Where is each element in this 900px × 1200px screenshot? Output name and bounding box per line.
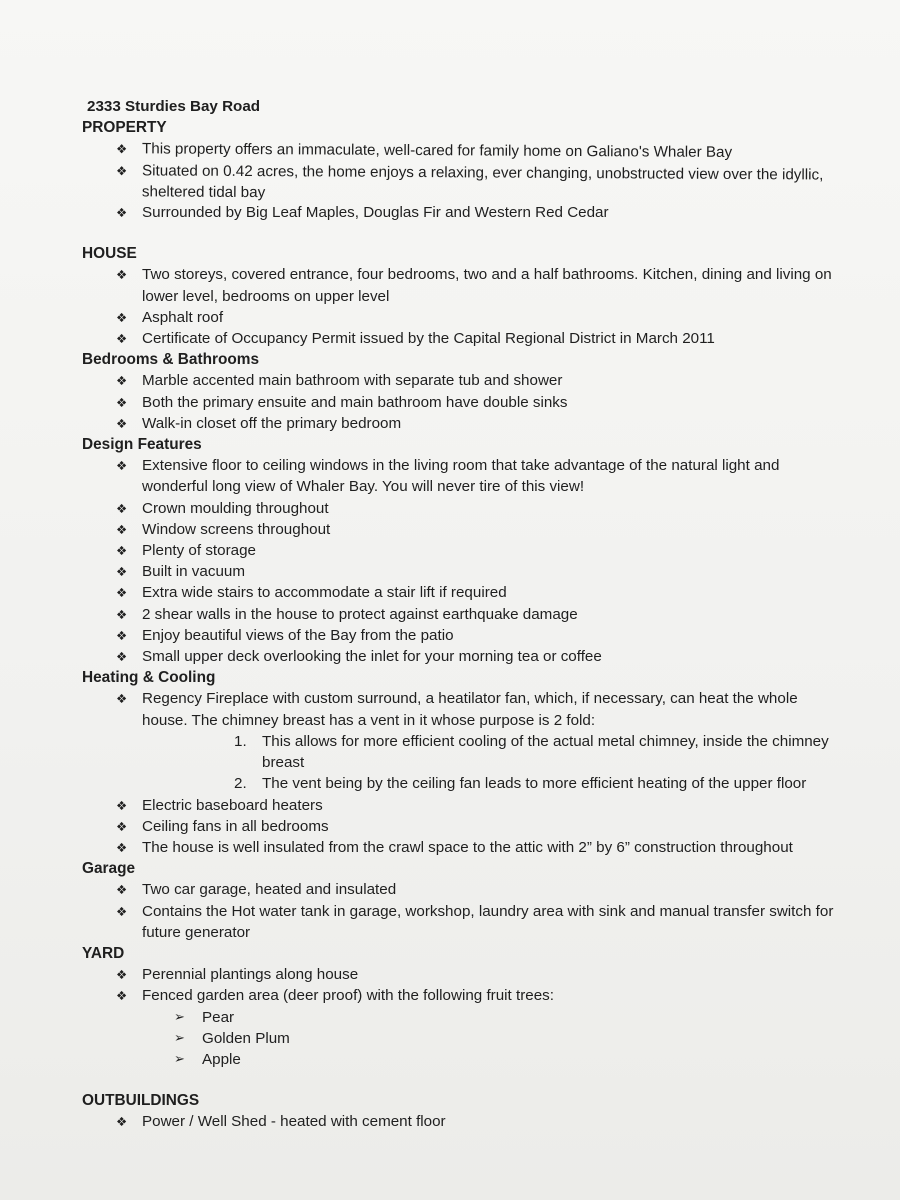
section-heading-garage: Garage (82, 860, 136, 878)
property-list (82, 138, 842, 223)
list-item: ❖ The house is well insulated from the crawl space to the attic with 2” by 6” construction throughout (82, 837, 842, 858)
list-item: ❖ Electric baseboard heaters (82, 795, 842, 816)
list-item: ❖ This property offers an immaculate, well-cared for family home on Galiano's Whaler Bay (82, 138, 842, 164)
item-number: 2. (234, 775, 247, 793)
fruit-tree-item: ➢ Apple (82, 1049, 842, 1070)
list-item: ❖ Surrounded by Big Leaf Maples, Douglas Fir and Western Red Cedar (82, 202, 842, 223)
list-item: ❖ Crown moulding throughout (82, 498, 842, 519)
property-address: 2333 Sturdies Bay Road (87, 98, 261, 115)
document-body (82, 96, 842, 1133)
list-item: ❖ Extra wide stairs to accommodate a stair lift if required (82, 582, 842, 603)
list-item: ❖ 2 shear walls in the house to protect against earthquake damage (82, 604, 842, 625)
heating-list (82, 688, 842, 730)
spacer (82, 223, 842, 243)
fruit-tree-item: ➢ Golden Plum (82, 1028, 842, 1049)
section-heading-property: PROPERTY (82, 119, 167, 137)
garage-list (82, 879, 842, 943)
section-heading-bedrooms: Bedrooms & Bathrooms (82, 351, 260, 369)
list-item: ❖ Certificate of Occupancy Permit issued by the Capital Regional District in March 2011 (82, 328, 842, 349)
list-item: ❖ Marble accented main bathroom with separate tub and shower (82, 370, 842, 391)
list-item: ❖ Regency Fireplace with custom surround, a heatilator fan, which, if necessary, can heat the whole house. The chimney breast has a vent in it whose purpose is 2 fold: (82, 688, 842, 730)
yard-list (82, 964, 842, 1006)
list-item: ❖ Extensive floor to ceiling windows in the living room that take advantage of the natural light and wonderful long view of Whaler Bay. You will never tire of this view! (82, 455, 842, 497)
list-item: ❖ Situated on 0.42 acres, the home enjoys a relaxing, ever changing, unobstructed view over the idyllic, sheltered tidal bay (82, 160, 842, 207)
item-number: 1. (234, 732, 247, 750)
list-item: ❖ Enjoy beautiful views of the Bay from the patio (82, 625, 842, 646)
outbuildings-list (82, 1111, 842, 1132)
numbered-item (82, 773, 842, 794)
section-heading-heating: Heating & Cooling (82, 669, 216, 687)
item-text: The vent being by the ceiling fan leads to more efficient heating of the upper floor (262, 775, 807, 793)
list-item: ❖ Small upper deck overlooking the inlet for your morning tea or coffee (82, 646, 842, 667)
list-item: ❖ Contains the Hot water tank in garage, workshop, laundry area with sink and manual transfer switch for future generator (82, 901, 842, 943)
heating-list-continued (82, 795, 842, 859)
fruit-tree-list (82, 1007, 842, 1071)
list-item: ❖ Both the primary ensuite and main bathroom have double sinks (82, 392, 842, 413)
item-text: This allows for more efficient cooling of the actual metal chimney, inside the chimney breast (262, 732, 829, 772)
list-item: ❖ Walk-in closet off the primary bedroom (82, 413, 842, 434)
list-item: ❖ Two car garage, heated and insulated (82, 879, 842, 900)
section-heading-yard: YARD (82, 944, 125, 962)
list-item: ❖ Two storeys, covered entrance, four bedrooms, two and a half bathrooms. Kitchen, dining and living on lower level, bedrooms on upper level (82, 264, 842, 306)
section-heading-design: Design Features (82, 436, 202, 454)
bedrooms-list (82, 370, 842, 434)
spacer (82, 1070, 842, 1090)
fruit-tree-item: ➢ Pear (82, 1007, 842, 1028)
list-item: ❖ Asphalt roof (82, 307, 842, 328)
house-list (82, 264, 842, 349)
list-item: ❖ Built in vacuum (82, 561, 842, 582)
list-item: ❖ Window screens throughout (82, 519, 842, 540)
section-heading-outbuildings: OUTBUILDINGS (82, 1092, 200, 1110)
list-item: ❖ Ceiling fans in all bedrooms (82, 816, 842, 837)
heating-sublist (82, 731, 842, 795)
design-list (82, 455, 842, 667)
list-item: ❖ Power / Well Shed - heated with cement floor (82, 1111, 842, 1132)
numbered-item (82, 731, 842, 773)
list-item: ❖ Plenty of storage (82, 540, 842, 561)
section-heading-house: HOUSE (82, 245, 137, 263)
list-item: ❖ Perennial plantings along house (82, 964, 842, 985)
list-item: ❖ Fenced garden area (deer proof) with the following fruit trees: (82, 985, 842, 1006)
